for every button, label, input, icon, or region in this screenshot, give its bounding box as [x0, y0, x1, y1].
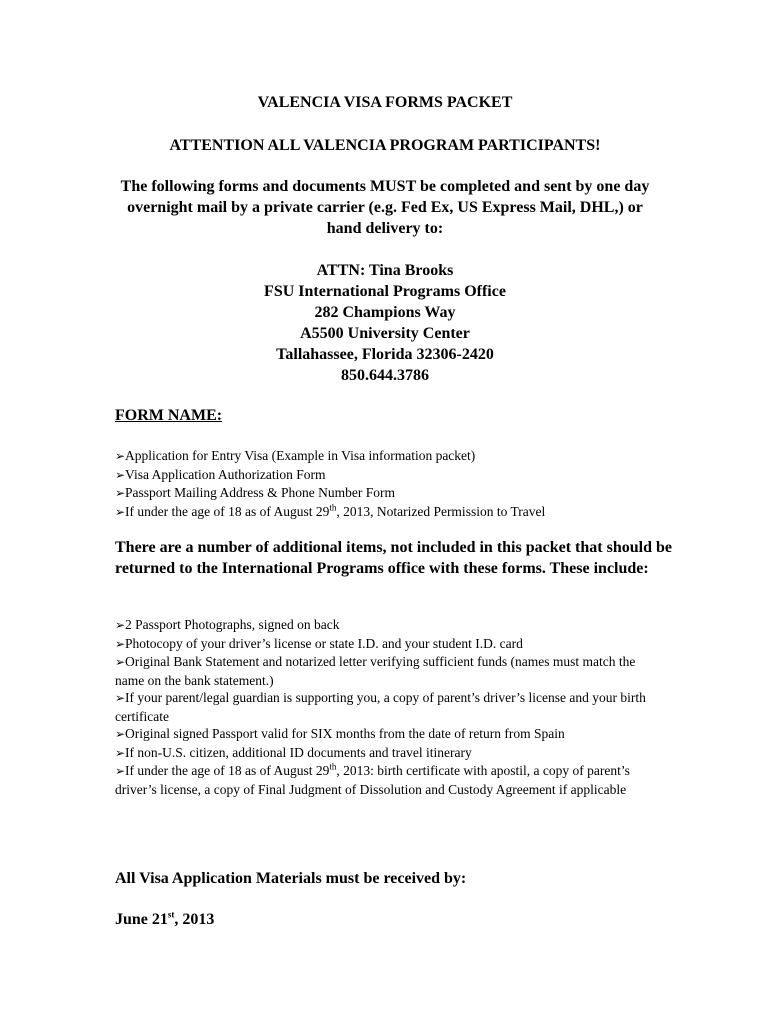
address-attn: ATTN: Tina Brooks [316, 262, 454, 279]
arrow-bullet-icon: ➢ [115, 764, 126, 778]
arrow-bullet-icon: ➢ [115, 691, 126, 705]
arrow-bullet-icon: ➢ [115, 486, 126, 500]
arrow-bullet-icon: ➢ [115, 504, 126, 519]
address-office: FSU International Programs Office [264, 283, 506, 300]
arrow-bullet-icon: ➢ [115, 618, 126, 632]
list-item: ➢Passport Mailing Address & Phone Number Form [115, 484, 675, 503]
list-item: ➢If non-U.S. citizen, additional ID documents and travel itinerary [115, 744, 655, 763]
form-name-heading: FORM NAME: [115, 407, 223, 424]
address-city: Tallahassee, Florida 32306-2420 [276, 346, 494, 363]
arrow-bullet-icon: ➢ [115, 467, 126, 482]
list-item: ➢Original signed Passport valid for SIX months from the date of return from Spain [115, 725, 655, 744]
list-item: ➢2 Passport Photographs, signed on back [115, 616, 655, 635]
list-item: ➢Application for Entry Visa (Example in Visa information packet) [115, 447, 675, 466]
document-title: VALENCIA VISA FORMS PACKET [257, 94, 513, 111]
arrow-bullet-icon: ➢ [115, 745, 126, 760]
arrow-bullet-icon: ➢ [115, 727, 126, 741]
forms-list [115, 447, 675, 521]
list-item: ➢Visa Application Authorization Form [115, 466, 675, 485]
list-item: ➢If your parent/legal guardian is supporting you, a copy of parent’s driver’s license and your birth certificate [115, 690, 646, 724]
additional-items-list [115, 616, 655, 798]
arrow-bullet-icon: ➢ [115, 449, 126, 463]
deadline-date: June 21st, 2013 [115, 909, 215, 928]
arrow-bullet-icon: ➢ [115, 636, 126, 651]
list-item: ➢If under the age of 18 as of August 29th, 2013, Notarized Permission to Travel [115, 503, 675, 522]
instructions-paragraph: The following forms and documents MUST be completed and sent by one day overnight mail by a private carrier (e.g. Fed Ex, US Express Mail, DHL,) or hand delivery to: [120, 178, 650, 237]
additional-items-heading: There are a number of additional items, not included in this packet that should be returned to the International Programs office with these forms. These include: [115, 539, 672, 577]
list-item: ➢Original Bank Statement and notarized letter verifying sufficient funds (names must match the name on the bank statement.) [115, 654, 636, 688]
address-street: 282 Champions Way [314, 304, 456, 321]
list-item: ➢If under the age of 18 as of August 29th, 2013: birth certificate with apostil, a copy of parent’s driver’s license, a copy of Final Judgment of Dissolution and Custody Agreement if applicable [115, 761, 630, 797]
address-suite: A5500 University Center [300, 325, 470, 342]
mailing-address [0, 260, 770, 386]
deadline-heading: All Visa Application Materials must be received by: [115, 870, 467, 887]
list-item: ➢Photocopy of your driver’s license or state I.D. and your student I.D. card [115, 635, 655, 654]
attention-heading: ATTENTION ALL VALENCIA PROGRAM PARTICIPANTS! [169, 137, 601, 154]
arrow-bullet-icon: ➢ [115, 655, 126, 669]
address-phone: 850.644.3786 [341, 367, 429, 384]
